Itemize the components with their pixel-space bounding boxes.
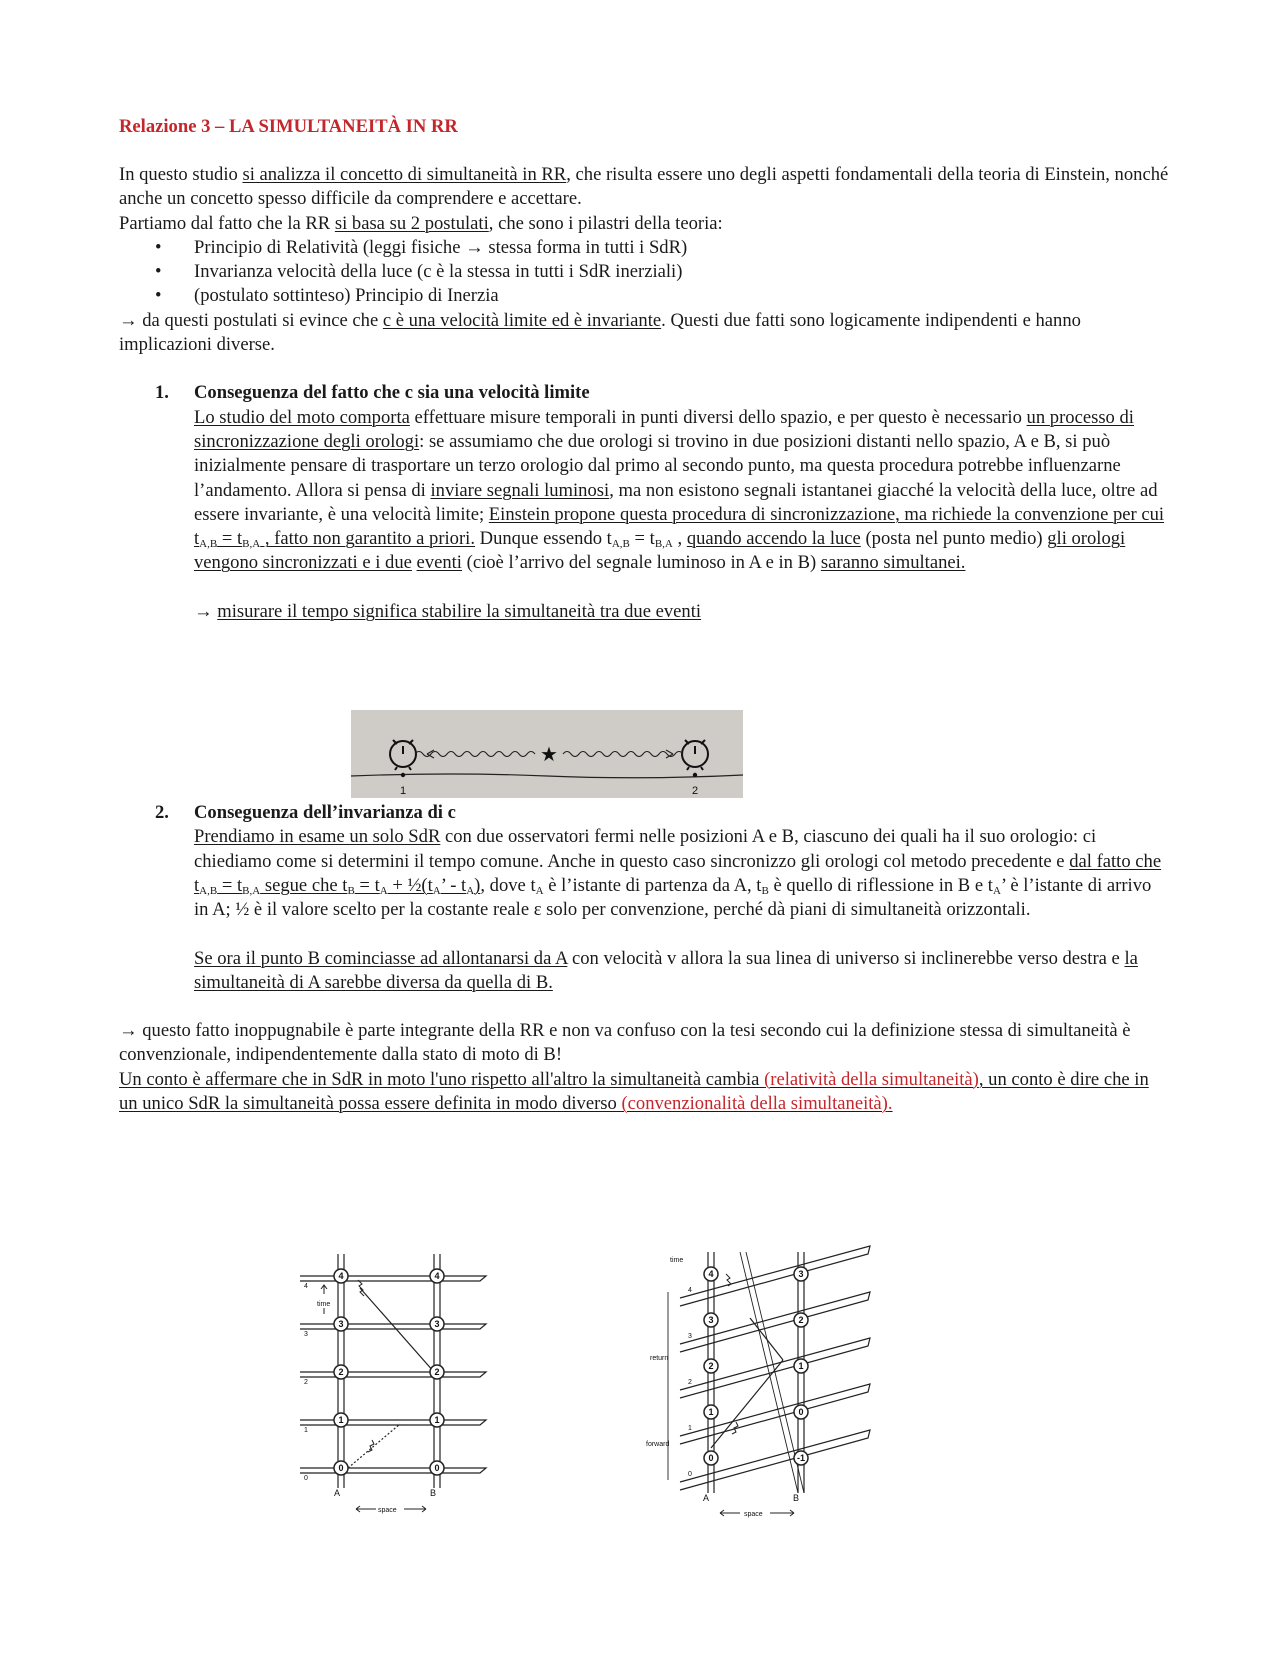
spacetime-diagram-rest — [300, 1248, 495, 1515]
clock-b-2: 2 — [434, 1367, 440, 1377]
clock-b-minus-1: -1 — [796, 1453, 806, 1463]
space-label: space — [744, 1511, 763, 1518]
section-1 — [119, 381, 1169, 624]
clock-b-1: 1 — [798, 1361, 804, 1371]
clock-b-4: 4 — [434, 1271, 440, 1281]
section-2 — [119, 801, 1169, 995]
tick-3: 3 — [688, 1333, 692, 1340]
postulates-conclusion: → da questi postulati si evince che c è una velocità limite ed è invariante. Questi due fatti sono logicamente indipendenti e hanno implicazioni diverse. — [119, 309, 1081, 356]
clock-b-0: 0 — [798, 1407, 804, 1417]
space-label: space — [378, 1507, 397, 1514]
time-label: time — [670, 1257, 684, 1264]
clock-a-2: 2 — [708, 1361, 714, 1371]
point-label-2: 2 — [691, 785, 699, 797]
section-2-moving-b: Se ora il punto B cominciasse ad allontanarsi da A con velocità v allora la sua linea di universo si inclinerebbe verso destra e la simultaneità di A sarebbe diversa da quella di B. — [194, 947, 1138, 993]
clock-b-3: 3 — [434, 1319, 440, 1329]
label-a: A — [334, 1488, 341, 1498]
section-number: 1. — [155, 382, 169, 404]
clock-signal-photo — [351, 710, 743, 798]
postulates-list — [119, 236, 1169, 309]
intro-paragraph: In questo studio si analizza il concetto di simultaneità in RR, che risulta essere uno degli aspetti fondamentali della teoria di Einstein, nonché anche un concetto spesso difficile da comprendere e accettare. — [119, 164, 1169, 210]
label-b: B — [430, 1488, 437, 1498]
section-1-conclusion: → misurare il tempo significa stabilire la simultaneità tra due eventi — [194, 600, 702, 622]
star-icon: ★ — [540, 742, 558, 766]
list-item: • Invarianza velocità della luce (c è la stessa in tutti i SdR inerziali) — [119, 260, 1169, 284]
return-label: return — [650, 1355, 669, 1362]
clock-a-3: 3 — [708, 1315, 714, 1325]
tick-1: 1 — [304, 1427, 308, 1434]
section-number: 2. — [155, 802, 169, 824]
tick-2: 2 — [304, 1379, 308, 1386]
clock-b-0: 0 — [434, 1463, 440, 1473]
tick-0: 0 — [304, 1475, 308, 1482]
postulates-intro: Partiamo dal fatto che la RR si basa su 2 postulati, che sono i pilastri della teoria: — [119, 212, 723, 234]
tick-0: 0 — [688, 1471, 692, 1478]
section-heading: Conseguenza del fatto che c sia una velocità limite — [194, 382, 590, 404]
clock-a-0: 0 — [708, 1453, 714, 1463]
document-page — [119, 115, 1169, 1116]
clock-b-1: 1 — [434, 1415, 440, 1425]
document-title: Relazione 3 – LA SIMULTANEITÀ IN RR — [119, 116, 458, 137]
clock-a-3: 3 — [338, 1319, 344, 1329]
forward-label: forward — [646, 1441, 670, 1448]
spacetime-diagram-moving — [646, 1248, 880, 1518]
closing-paragraph: → questo fatto inoppugnabile è parte integrante della RR e non va confuso con la tesi secondo cui la definizione stessa di simultaneità è convenzionale, indipendentemente dalla stato di moto di B! — [119, 1020, 1131, 1066]
tick-4: 4 — [688, 1287, 692, 1294]
closing-distinction: Un conto è affermare che in SdR in moto l'uno rispetto all'altro la simultaneità cambia (relatività della simultaneità), un conto è dire che in un unico SdR la simultaneità possa essere definita in modo diverso (convenzionalità della simultaneità). — [119, 1068, 1149, 1115]
label-a: A — [703, 1493, 710, 1503]
clock-a-1: 1 — [708, 1407, 714, 1417]
clock-a-2: 2 — [338, 1367, 344, 1377]
tick-3: 3 — [304, 1331, 308, 1338]
clock-a-4: 4 — [708, 1269, 714, 1279]
clock-a-0: 0 — [338, 1463, 344, 1473]
list-item: • Principio di Relatività (leggi fisiche → stessa forma in tutti i SdR) — [119, 236, 1169, 260]
tick-2: 2 — [688, 1379, 692, 1386]
section-heading: Conseguenza dell’invarianza di c — [194, 802, 456, 824]
tick-4: 4 — [304, 1283, 308, 1290]
time-label: time — [317, 1301, 331, 1308]
list-item: • (postulato sottinteso) Principio di Inerzia — [119, 284, 1169, 308]
clock-a-4: 4 — [338, 1271, 344, 1281]
point-label-1: 1 — [399, 785, 407, 797]
label-b: B — [793, 1493, 800, 1503]
clock-b-2: 2 — [798, 1315, 804, 1325]
section-2-body: Prendiamo in esame un solo SdR con due osservatori fermi nelle posizioni A e B, ciascuno dei quali ha il suo orologio: ci chiediamo come si determini il tempo comune. Anche in questo caso sincronizzo gli orologi col metodo precedente e dal fatto che $t_{A,B} = t_{B,A}$ segue che $t_B = t_A$ + $\frac{1}{2}(t_A$’ - $t_A$), dove $t_A$ è l’istante di partenza da A, $t_B$ è quello di riflessione in B e $t_A$’ è l’istante di arrivo in A; ½ è il valore scelto per la costante reale ε solo per convenzione, perché dà piani di simultaneità orizzontali. — [194, 826, 1162, 921]
clock-a-1: 1 — [338, 1415, 344, 1425]
clock-b-3: 3 — [798, 1269, 804, 1279]
section-1-body: Lo studio del moto comporta effettuare misure temporali in punti diversi dello spazio, e per questo è necessario un processo di sincronizzazione degli orologi: se assumiamo che due orologi si trovino in due posizioni distanti nello spazio, A e B, si può inizialmente pensare di trasportare un terzo orologio dal primo al secondo punto, ma questa procedura potrebbe influenzarne l’andamento. Allora si pensa di inviare segnali luminosi, ma non esistono segnali istantanei giacché la velocità della luce, oltre ad essere invariante, è una velocità limite; Einstein propone questa procedura di sincronizzazione, ma richiede la convenzione per cui $t_{A,B} = t_{B,A}$ , fatto non garantito a priori. Dunque essendo $t_{A,B} = t_{B,A}$ , quando accendo la luce (posta nel punto medio) gli orologi vengono sincronizzati e i due eventi (cioè l’arrivo del segnale luminoso in A e in B) saranno simultanei. — [194, 406, 1165, 574]
tick-1: 1 — [688, 1425, 692, 1432]
